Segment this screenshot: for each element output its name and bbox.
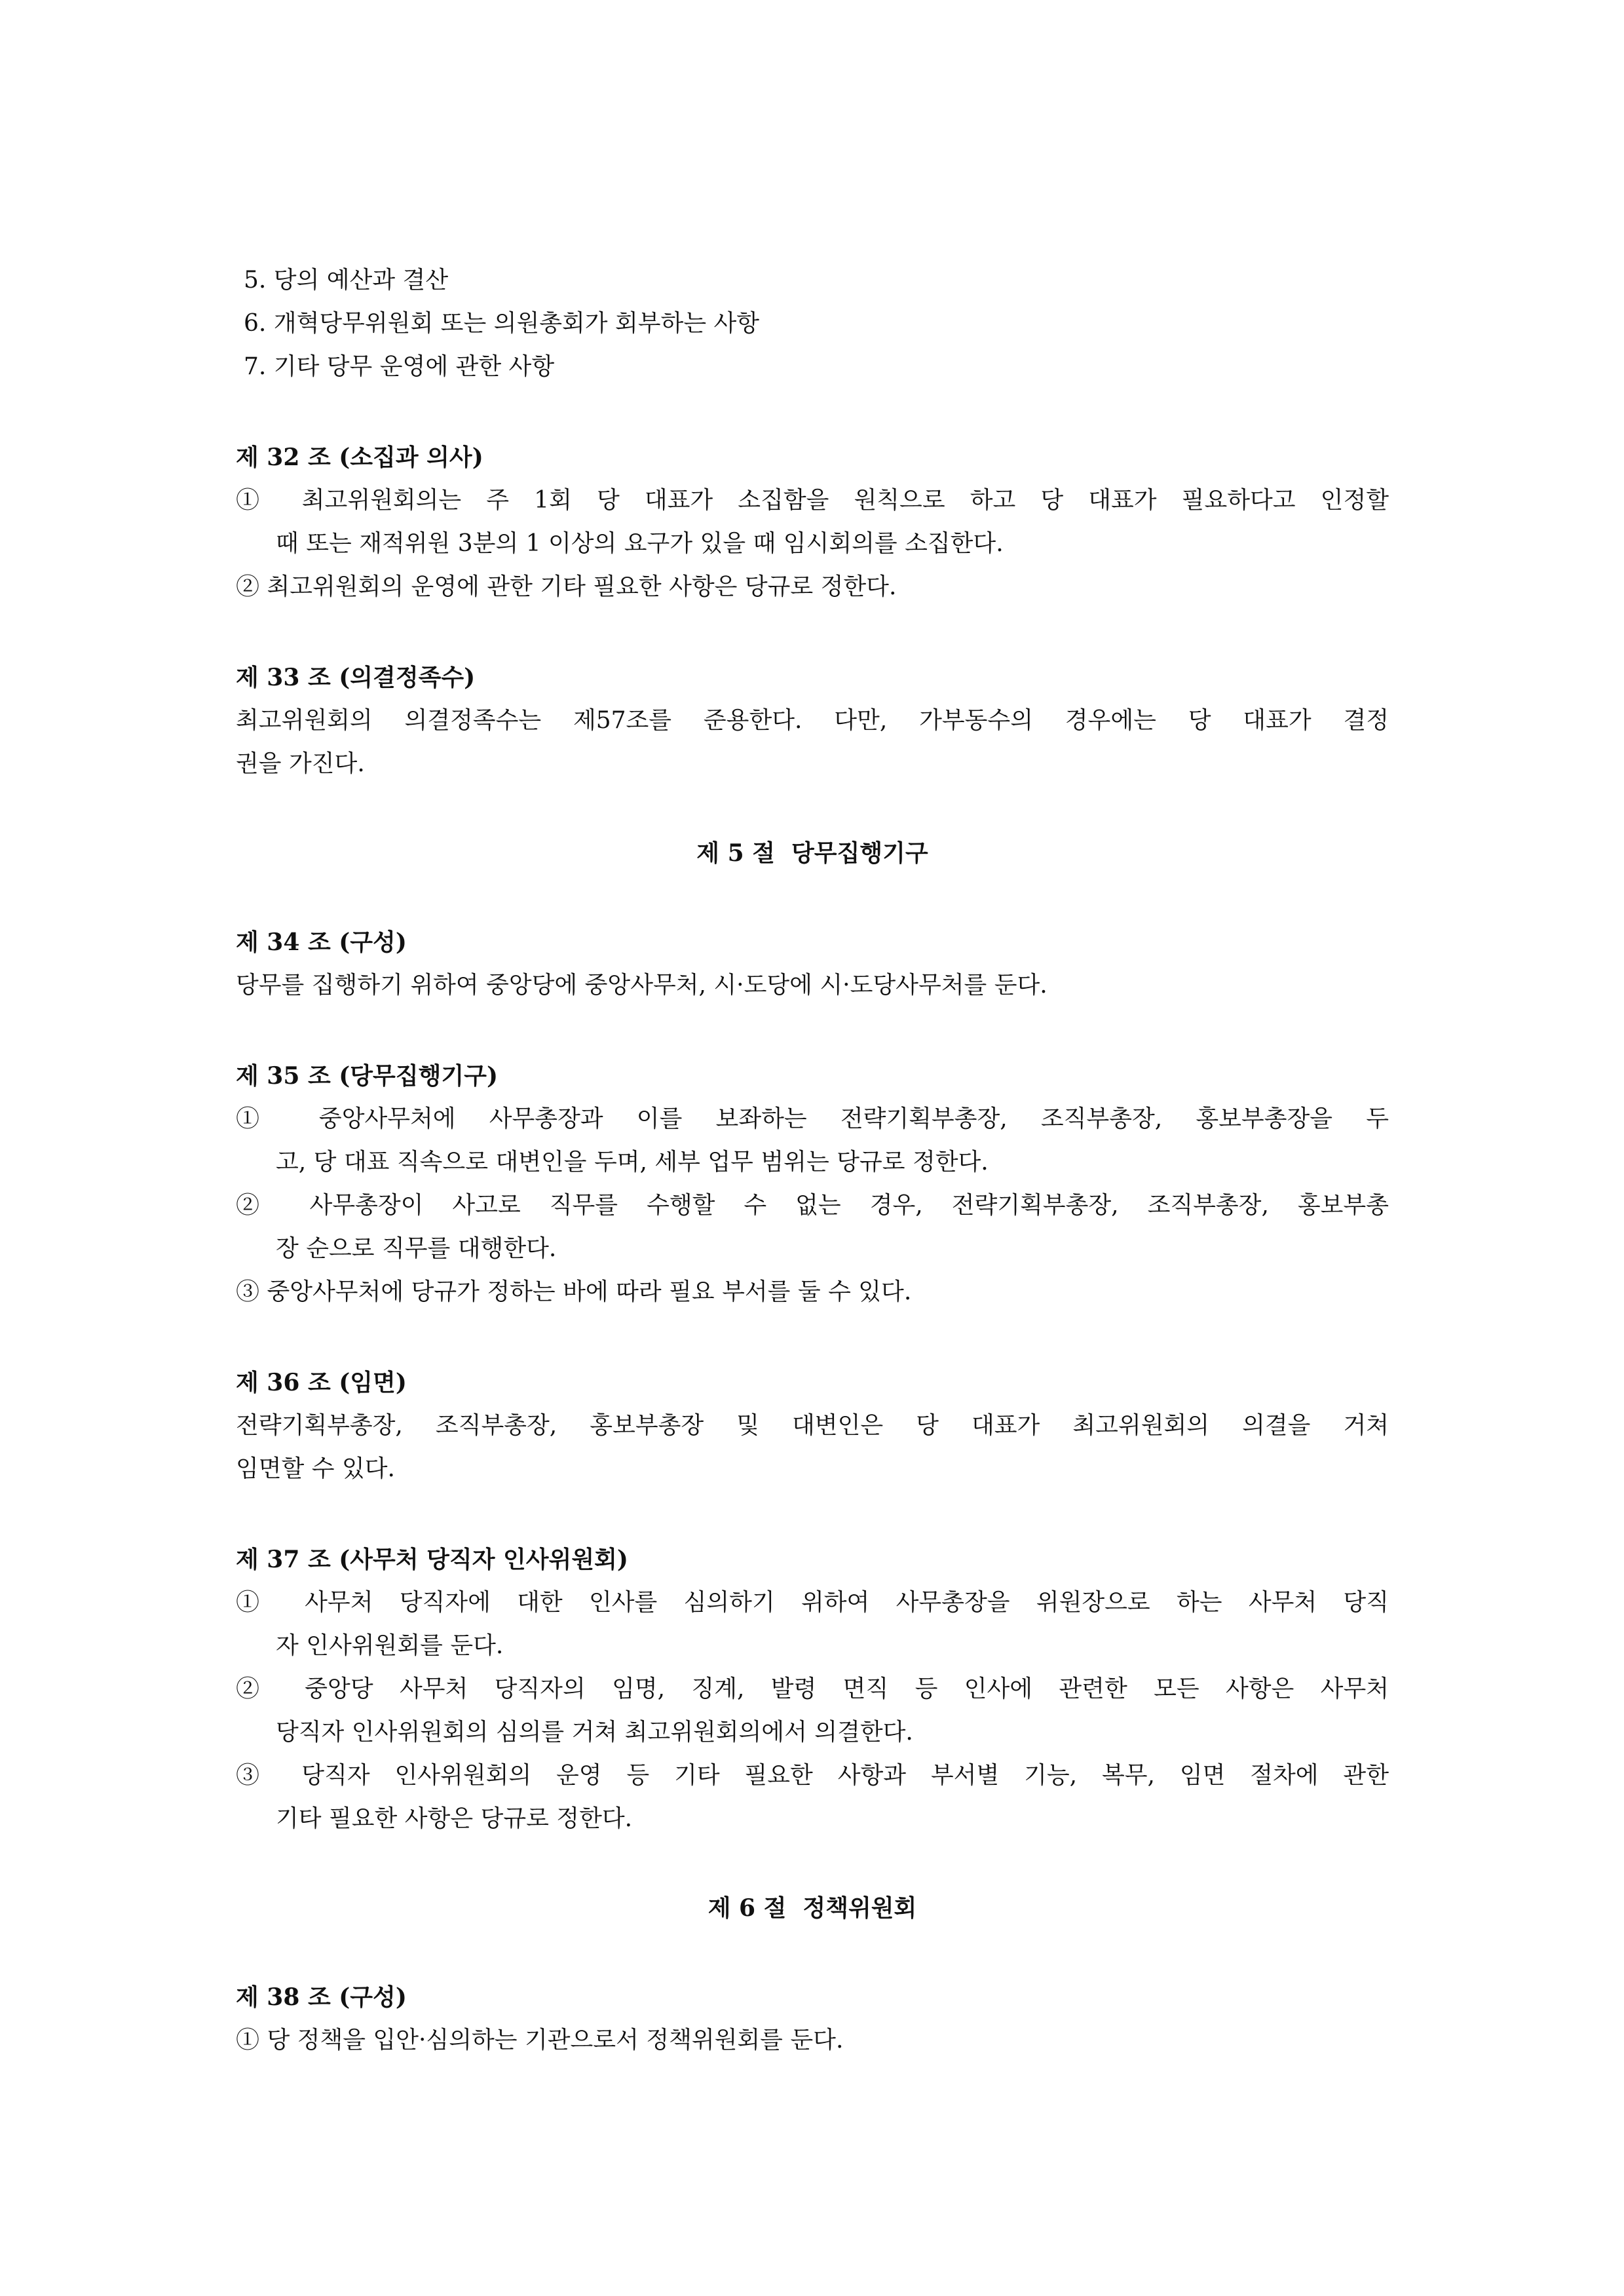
- article-35-para-1-line-1: ① 중앙사무처에 사무총장과 이를 보좌하는 전략기획부총장, 조직부총장, 홍보부총장을 두: [236, 1105, 1389, 1132]
- article-38-title: 제 38 조 (구성): [236, 1983, 407, 2011]
- list-item: 5. 당의 예산과 결산: [244, 267, 449, 294]
- section-5-heading: 제 5 절 당무집행기구: [696, 839, 928, 867]
- article-33-line-2: 권을 가진다.: [236, 750, 365, 777]
- article-37-para-1-line-2: 자 인사위원회를 둔다.: [276, 1632, 504, 1659]
- article-36-title: 제 36 조 (임면): [236, 1369, 407, 1396]
- list-item: 6. 개혁당무위원회 또는 의원총회가 회부하는 사항: [244, 310, 760, 337]
- article-37-para-3-line-2: 기타 필요한 사항은 당규로 정한다.: [276, 1805, 633, 1832]
- article-37-para-3-line-1: ③ 당직자 인사위원회의 운영 등 기타 필요한 사항과 부서별 기능, 복무, 임면 절차에 관한: [236, 1762, 1389, 1789]
- article-37-para-2-line-2: 당직자 인사위원회의 심의를 거쳐 최고위원회의에서 의결한다.: [276, 1719, 913, 1746]
- list-item: 7. 기타 당무 운영에 관한 사항: [244, 353, 555, 380]
- article-37-para-1-line-1: ① 사무처 당직자에 대한 인사를 심의하기 위하여 사무총장을 위원장으로 하는 사무처 당직: [236, 1589, 1389, 1616]
- article-32-para-2: ② 최고위원회의 운영에 관한 기타 필요한 사항은 당규로 정한다.: [236, 573, 897, 600]
- article-34-line-1: 당무를 집행하기 위하여 중앙당에 중앙사무처, 시·도당에 시·도당사무처를 둔다.: [236, 972, 1048, 999]
- article-35-title: 제 35 조 (당무집행기구): [236, 1062, 498, 1090]
- article-32-para-1-line-1: ① 최고위원회의는 주 1회 당 대표가 소집함을 원칙으로 하고 당 대표가 필요하다고 인정할: [236, 487, 1389, 514]
- section-6-heading: 제 6 절 정책위원회: [708, 1894, 917, 1922]
- article-32-title: 제 32 조 (소집과 의사): [236, 444, 483, 471]
- article-36-line-1: 전략기획부총장, 조직부총장, 홍보부총장 및 대변인은 당 대표가 최고위원회의 의결을 거쳐: [236, 1412, 1389, 1439]
- article-37-para-2-line-1: ② 중앙당 사무처 당직자의 임명, 징계, 발령 면직 등 인사에 관련한 모든 사항은 사무처: [236, 1675, 1389, 1702]
- article-36-line-2: 임면할 수 있다.: [236, 1455, 395, 1482]
- article-35-para-1-line-2: 고, 당 대표 직속으로 대변인을 두며, 세부 업무 범위는 당규로 정한다.: [276, 1149, 989, 1176]
- article-34-title: 제 34 조 (구성): [236, 928, 407, 956]
- article-35-para-3: ③ 중앙사무처에 당규가 정하는 바에 따라 필요 부서를 둘 수 있다.: [236, 1278, 912, 1305]
- article-37-title: 제 37 조 (사무처 당직자 인사위원회): [236, 1546, 628, 1573]
- article-33-title: 제 33 조 (의결정족수): [236, 664, 476, 691]
- article-35-para-2-line-1: ② 사무총장이 사고로 직무를 수행할 수 없는 경우, 전략기획부총장, 조직부총장, 홍보부총: [236, 1192, 1389, 1219]
- article-32-para-1-line-2: 때 또는 재적위원 3분의 1 이상의 요구가 있을 때 임시회의를 소집한다.: [276, 530, 1004, 557]
- article-33-line-1: 최고위원회의 의결정족수는 제57조를 준용한다. 다만, 가부동수의 경우에는 당 대표가 결정: [236, 707, 1389, 734]
- article-35-para-2-line-2: 장 순으로 직무를 대행한다.: [276, 1235, 557, 1262]
- article-38-para-1: ① 당 정책을 입안·심의하는 기관으로서 정책위원회를 둔다.: [236, 2027, 844, 2054]
